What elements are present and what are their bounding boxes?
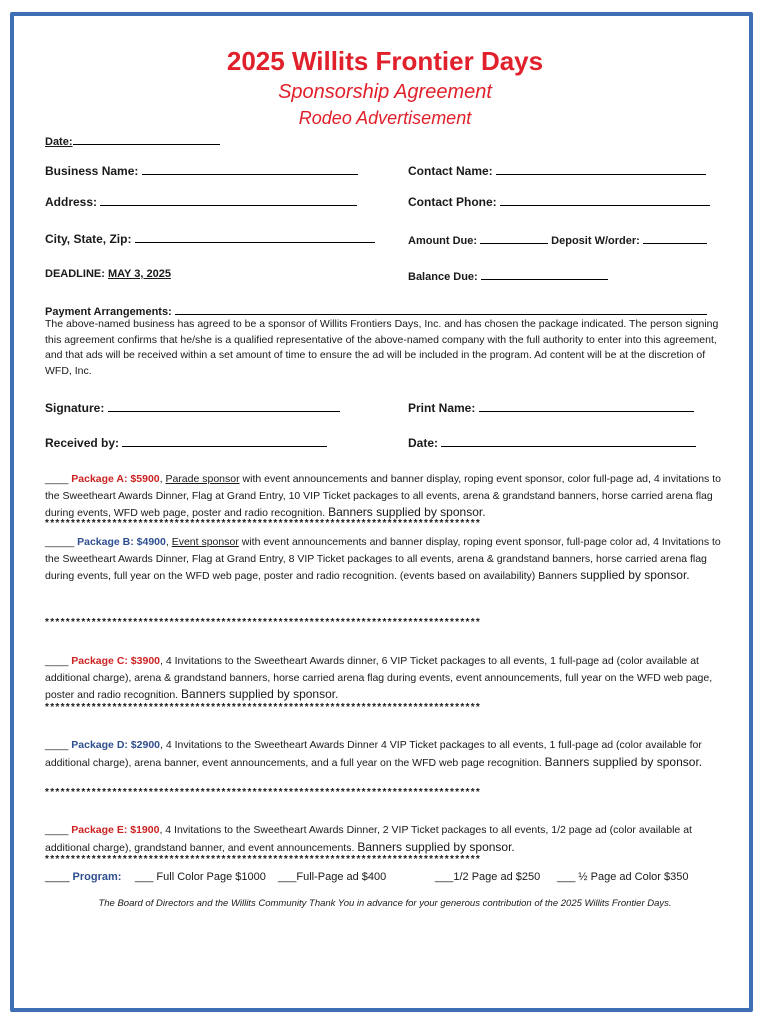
package-b-banners: supplied by sponsor. (580, 568, 690, 582)
package-c-checkbox[interactable]: ____ (45, 655, 69, 667)
package-c-label: Package C: $3900 (71, 655, 161, 667)
package-a-highlight: Parade sponsor (165, 473, 240, 485)
print-name-label: Print Name: (408, 401, 476, 415)
signature-line[interactable] (108, 400, 340, 412)
page-subtitle: Sponsorship Agreement (278, 81, 492, 103)
received-by-label: Received by: (45, 436, 120, 450)
separator: ************************************************************************************ (45, 854, 482, 865)
deposit-line[interactable] (643, 232, 707, 244)
page-title: 2025 Willits Frontier Days (226, 46, 544, 76)
business-name-field[interactable] (45, 163, 358, 178)
contact-name-line[interactable] (496, 163, 706, 175)
package-b[interactable]: _____ Package B: $4900, Event sponsor with event announcements and banner display, roping event sponsor, full-page color ad, 4 Invitations to the Sweetheart Awards Dinner, Flag at Grand Entry, 8 VIP Ticket packages to all events, arena & grandstand banners, horse carried arena flag during events, full year on the WFD web page, poster and radio recognition. (events based on availability) Banners supplied by sponsor. (45, 536, 721, 582)
payment-arrangements-line[interactable] (175, 303, 707, 315)
received-by-field[interactable] (45, 435, 327, 450)
package-a-label: Package A: $5900 (71, 473, 160, 485)
received-date-line[interactable] (441, 435, 696, 447)
signature-label: Signature: (45, 401, 105, 415)
address-label: Address: (45, 195, 98, 209)
separator: ************************************************************************************ (45, 787, 482, 798)
package-a-banners: Banners supplied by sponsor. (328, 505, 486, 519)
city-state-zip-field[interactable] (45, 231, 375, 246)
print-name-line[interactable] (479, 400, 694, 412)
package-c[interactable] (45, 653, 725, 704)
address-field[interactable] (45, 194, 357, 209)
contact-name-label: Contact Name: (408, 164, 493, 178)
package-e-label: Package E: $1900 (71, 824, 160, 836)
package-d-description: , 4 Invitations to the Sweetheart Awards Dinner 4 VIP Ticket packages to all events, 1 full-page ad (color available for additional charge), arena banner, event announcements, and a full year on the WFD web page recognition. (45, 739, 702, 769)
package-d-banners: Banners supplied by sponsor. (544, 754, 703, 769)
date-field[interactable] (45, 133, 220, 148)
balance-due-field[interactable] (408, 268, 608, 283)
separator: ************************************************************************************ (45, 518, 482, 529)
received-date-field[interactable] (408, 435, 696, 450)
footer-thank-you: The Board of Directors and the Willits Community Thank You in advance for your generous contribution of the 2025 Willits Frontier Days. (98, 898, 672, 909)
date-line[interactable] (73, 133, 220, 145)
page-subtitle-2: Rodeo Advertisement (298, 108, 472, 128)
contact-phone-field[interactable] (408, 194, 710, 209)
package-a-description: with event announcements and banner display, roping event sponsor, color full-page ad, 4 invitations to the Sweetheart Awards Dinner, Flag at Grand Entry, 10 VIP Ticket packages to all events, arena & grandstand banners, horse carried arena flag during events, WFD web page, poster and radio recognition. (45, 473, 721, 519)
received-by-line[interactable] (122, 435, 327, 447)
city-state-zip-label: City, State, Zip: (45, 232, 132, 246)
signature-field[interactable] (45, 400, 340, 415)
program-label: Program: (72, 871, 122, 883)
contact-name-field[interactable] (408, 163, 706, 178)
payment-arrangements-label: Payment Arrangements: (45, 306, 172, 318)
payment-arrangements-field[interactable] (45, 303, 707, 318)
program-row[interactable] (45, 871, 121, 883)
business-name-line[interactable] (142, 163, 358, 175)
balance-due-line[interactable] (481, 268, 608, 280)
package-c-banners: Banners supplied by sponsor. (181, 687, 339, 701)
package-b-label: Package B: $4900 (77, 536, 166, 548)
package-a-checkbox[interactable]: ____ (45, 473, 69, 485)
package-e-banners: Banners supplied by sponsor. (357, 839, 515, 854)
deadline-value: MAY 3, 2025 (107, 268, 171, 280)
address-line[interactable] (100, 194, 357, 206)
package-e[interactable] (45, 822, 725, 856)
program-option-full-color[interactable]: ___ Full Color Page $1000 (135, 871, 266, 883)
balance-due-label: Balance Due: (408, 271, 478, 283)
date-label: Date: (45, 136, 73, 148)
package-c-description: , 4 Invitations to the Sweetheart Awards dinner, 6 VIP Ticket packages to all events, 1 full-page ad (color available at additional charge), arena & grandstand banners, horse carried arena flag during events, event announcements, full year on the WFD web page, poster and radio recognition. (45, 655, 713, 701)
business-name-label: Business Name: (45, 164, 139, 178)
program-option-half-page-color[interactable]: ___ ½ Page ad Color $350 (557, 871, 689, 883)
deadline (45, 268, 171, 280)
deposit-label: Deposit W/order: (551, 235, 640, 247)
agreement-paragraph: The above-named business has agreed to be a sponsor of Willits Frontiers Days, Inc. and has chosen the package indicated. The person signing this agreement confirms that he/she is a qualified representative of the above-named company with the full authority to enter into this agreement, and that ads will be received within a set amount of time to ensure the ad will be included in the program. Ad content will be at the discretion of WFD, Inc. (45, 318, 719, 378)
amount-due-label: Amount Due: (408, 235, 478, 247)
package-e-checkbox[interactable]: ____ (45, 824, 69, 836)
package-b-description: with event announcements and banner display, roping event sponsor, full-page color ad, 4 Invitations to the Sweetheart Awards Dinner, Flag at Grand Entry, 8 VIP Ticket packages to all events, arena & grandstand banners, horse carried arena flag during events, full year on the WFD web page, poster and radio recognition. (events based on availability) Banners (45, 536, 721, 582)
program-option-half-page[interactable]: ___1/2 Page ad $250 (435, 871, 541, 883)
contact-phone-label: Contact Phone: (408, 195, 497, 209)
program-checkbox[interactable]: ____ (45, 871, 70, 883)
package-d-label: Package D: $2900 (71, 739, 161, 751)
program-option-full-page[interactable]: ___Full-Page ad $400 (278, 871, 387, 883)
amount-due-line[interactable] (480, 232, 548, 244)
separator: ************************************************************************************ (45, 617, 482, 628)
deadline-label: DEADLINE: (45, 268, 105, 280)
received-date-label: Date: (408, 436, 439, 450)
separator: ************************************************************************************ (45, 702, 482, 713)
package-d[interactable] (45, 737, 725, 771)
contact-phone-line[interactable] (500, 194, 710, 206)
amount-due-field[interactable] (408, 232, 707, 247)
package-d-checkbox[interactable]: ____ (45, 739, 69, 751)
city-state-zip-line[interactable] (135, 231, 375, 243)
package-a[interactable]: ____ Package A: $5900, Parade sponsor with event announcements and banner display, roping event sponsor, color full-page ad, 4 invitations to the Sweetheart Awards Dinner, Flag at Grand Entry, 10 VIP Ticket packages to all events, arena & grandstand banners, horse carried arena flag during events, WFD web page, poster and radio recognition. Banners supplied by sponsor. (45, 473, 721, 519)
package-e-description: , 4 Invitations to the Sweetheart Awards Dinner, 2 VIP Ticket packages to all events, 1/2 page ad (color available at additional charge), grandstand banner, and event announcements. (45, 824, 692, 854)
print-name-field[interactable] (408, 400, 694, 415)
package-b-highlight: Event sponsor (171, 536, 239, 548)
package-b-checkbox[interactable]: _____ (45, 536, 75, 548)
